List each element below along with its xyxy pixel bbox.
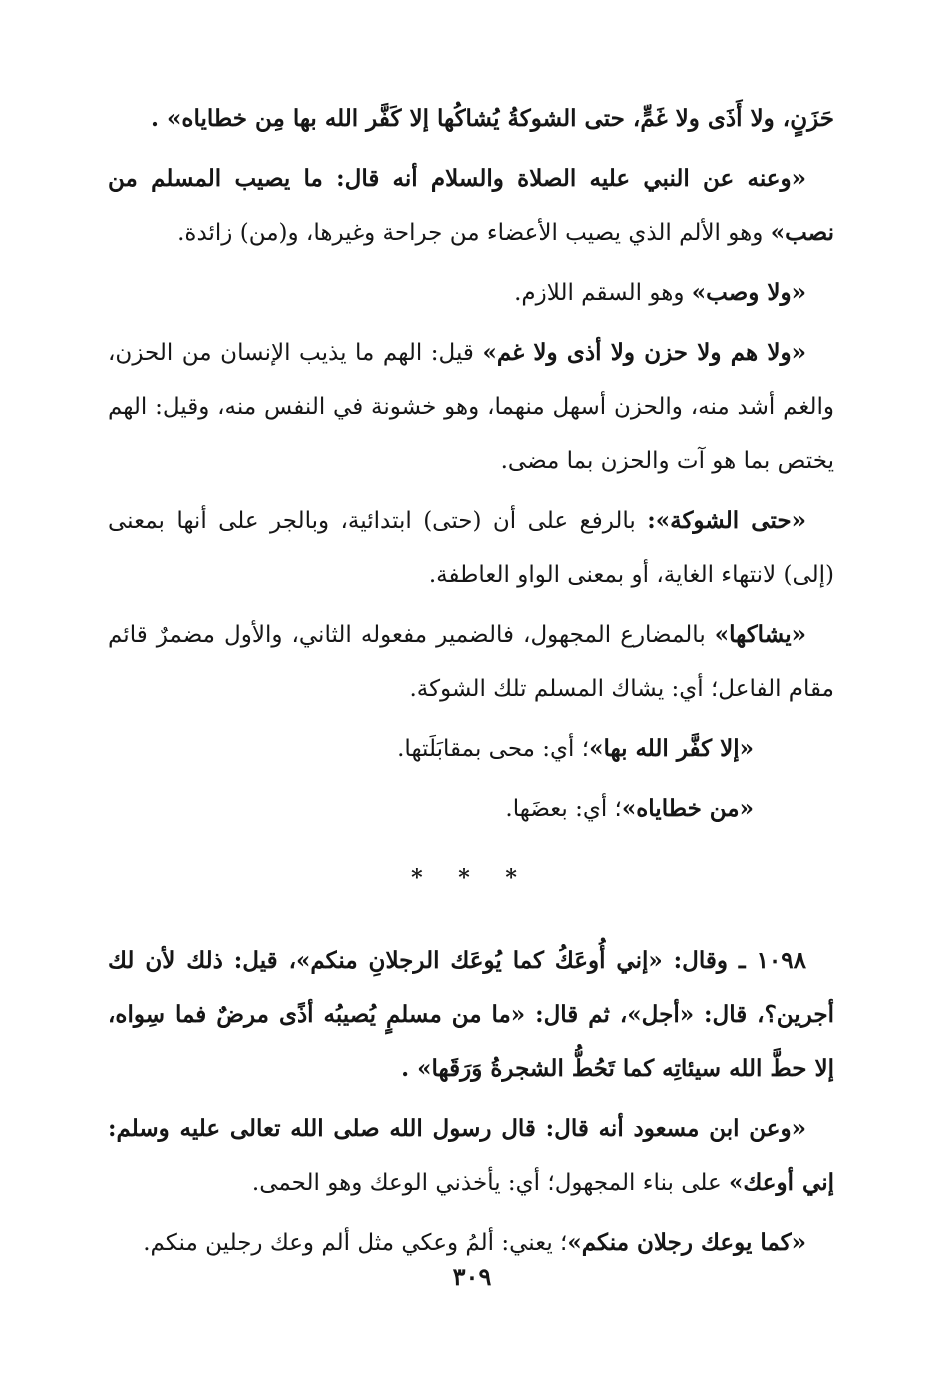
paragraph-1 [108,92,834,146]
hadith-text: «وعنه عن النبي عليه الصلاة والسلام أنه قال: ما يصيب المسلم من نصب» [108,165,834,246]
hadith-text: «ولا هم ولا حزن ولا أذى ولا غم» [482,339,806,366]
hadith-text: «يشاكها» [714,621,806,648]
paragraph-9 [108,934,834,1096]
paragraph-3 [108,266,834,320]
paragraph-4 [108,326,834,488]
hadith-text: «ولا وصب» [691,279,806,306]
hadith-text: «من خطاياه» [621,795,754,822]
commentary-text: ؛ يعني: ألمُ وعكي مثل ألم وعك رجلين منكم. [143,1230,568,1256]
hadith-text: حَزَنٍ، ولا أَذَى ولا غَمٍّ، حتى الشوكةُ يُشاكُها إلا كَفَّر الله بها مِن خطاياه» . [151,105,834,132]
commentary-text: ؛ أي: بعضَها. [505,796,622,822]
paragraph-6 [108,608,834,716]
hadith-text: «إلا كفَّر الله بها» [589,735,754,762]
commentary-text: وهو الألم الذي يصيب الأعضاء من جراحة وغيرها، و(من) زائدة. [177,220,771,246]
page-number: ٣٠٩ [452,1262,492,1291]
paragraph-5 [108,494,834,602]
hadith-text: «كما يوعك رجلان منكم» [567,1229,806,1256]
paragraph-10 [108,1102,834,1210]
hadith-text: ١٠٩٨ ـ وقال: «إني أُوعَكُ كما يُوعَك الرجلانِ منكم»، قيل: ذلك لأن لك أجرين؟، قال: «أجل»، ثم قال: «ما من مسلمٍ يُصيبُه أذًى مرضٌ فما سِواه، إلا حطَّ الله سيئاتِه كما تَحُطُّ الشجرةُ وَرَقَها» . [108,947,834,1082]
section-divider: * * * [411,865,531,891]
commentary-text: بالمضارع المجهول، فالضمير مفعوله الثاني، والأول مضمرٌ قائم مقام الفاعل؛ أي: يشاك المسلم تلك الشوكة. [108,622,834,702]
hadith-text: «وعن ابن مسعود أنه قال: قال رسول الله صلى الله تعالى عليه وسلم: إني أوعك» [108,1115,834,1196]
commentary-text: بالرفع على أن (حتى) ابتدائية، وبالجر على أنها بمعنى (إلى) لانتهاء الغاية، أو بمعنى الواو العاطفة. [108,508,834,588]
commentary-text: على بناء المجهول؛ أي: يأخذني الوعك وهو الحمى. [251,1170,730,1196]
commentary-text: وهو السقم اللازم. [514,280,692,306]
commentary-text: قيل: الهم ما يذيب الإنسان من الحزن، والغم أشد منه، والحزن أسهل منهما، وهو خشونة في النفس منه، وقيل: الهم يختص بما هو آت والحزن بما مضى. [108,340,834,474]
commentary-text: ؛ أي: محى بمقابَلَتها. [397,736,590,762]
paragraph-2 [108,152,834,260]
paragraph-8 [108,782,834,836]
hadith-text: «حتى الشوكة»: [647,507,807,534]
text-body [108,92,834,1276]
paragraph-7 [108,722,834,776]
